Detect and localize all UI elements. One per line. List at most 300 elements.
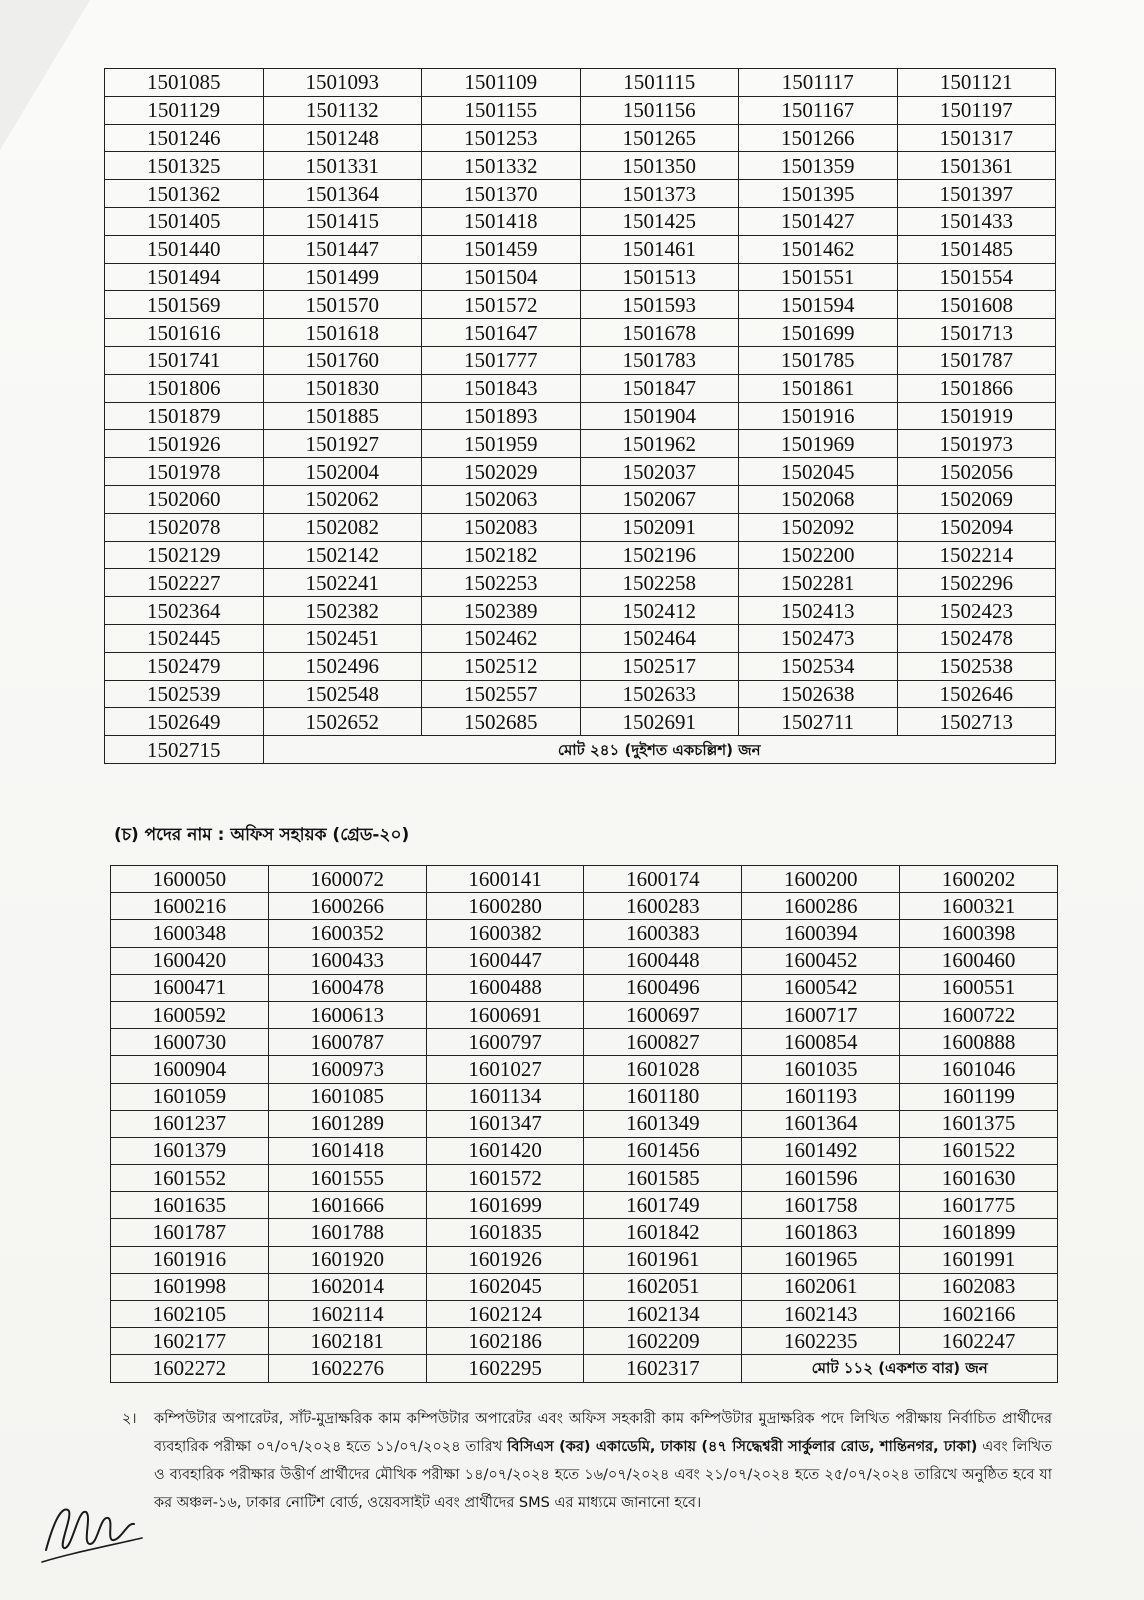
roll-number-cell: 1501879 <box>105 402 264 430</box>
roll-number-cell: 1502068 <box>739 485 898 513</box>
roll-number-cell: 1501806 <box>105 374 264 402</box>
roll-number-cell: 1501129 <box>105 96 264 124</box>
roll-number-cell: 1502382 <box>263 597 422 625</box>
roll-number-cell: 1502200 <box>739 541 898 569</box>
roll-number-cell: 1601585 <box>584 1165 742 1192</box>
roll-number-cell: 1602247 <box>900 1328 1058 1355</box>
roll-number-cell: 1502464 <box>580 624 739 652</box>
roll-number-cell: 1501361 <box>897 152 1056 180</box>
roll-number-cell: 1600613 <box>268 1001 426 1028</box>
roll-number-cell: 1602276 <box>268 1355 426 1382</box>
roll-number-cell: 1501554 <box>897 263 1056 291</box>
roll-number-cell: 1600174 <box>584 866 742 893</box>
roll-number-cell: 1502056 <box>897 458 1056 486</box>
roll-number-cell: 1601666 <box>268 1192 426 1219</box>
roll-number-cell: 1501504 <box>422 263 581 291</box>
roll-number-cell: 1502029 <box>422 458 581 486</box>
roll-number-cell: 1601749 <box>584 1192 742 1219</box>
roll-number-cell: 1602124 <box>426 1301 584 1328</box>
roll-number-cell: 1502711 <box>739 708 898 736</box>
roll-number-cell: 1501265 <box>580 124 739 152</box>
table-row <box>105 69 1056 97</box>
table-row <box>111 1246 1058 1273</box>
roll-number-cell: 1501593 <box>580 291 739 319</box>
roll-number-cell: 1501777 <box>422 346 581 374</box>
roll-number-cell: 1602083 <box>900 1273 1058 1300</box>
roll-number-cell: 1501362 <box>105 180 264 208</box>
roll-number-cell: 1601028 <box>584 1056 742 1083</box>
roll-number-cell: 1601193 <box>742 1083 900 1110</box>
table-row <box>105 652 1056 680</box>
roll-number-cell: 1601998 <box>111 1273 269 1300</box>
roll-number-cell: 1501109 <box>422 69 581 97</box>
roll-number-cell: 1502451 <box>263 624 422 652</box>
roll-number-cell: 1501415 <box>263 207 422 235</box>
roll-number-cell: 1602272 <box>111 1355 269 1382</box>
roll-number-cell: 1501927 <box>263 430 422 458</box>
table-row-total <box>105 736 1056 764</box>
roll-number-cell: 1501594 <box>739 291 898 319</box>
roll-number-cell: 1501317 <box>897 124 1056 152</box>
table-row <box>105 207 1056 235</box>
roll-number-cell: 1501785 <box>739 346 898 374</box>
roll-number-cell: 1502638 <box>739 680 898 708</box>
roll-number-cell: 1601788 <box>268 1219 426 1246</box>
roll-number-cell: 1601635 <box>111 1192 269 1219</box>
table-row <box>105 624 1056 652</box>
table-row <box>105 597 1056 625</box>
roll-number-cell: 1501499 <box>263 263 422 291</box>
roll-number-cell: 1601289 <box>268 1110 426 1137</box>
roll-number-cell: 1601555 <box>268 1165 426 1192</box>
table-row <box>105 263 1056 291</box>
roll-number-cell: 1502364 <box>105 597 264 625</box>
table-row <box>105 374 1056 402</box>
roll-number-cell: 1501395 <box>739 180 898 208</box>
roll-number-cell: 1601572 <box>426 1165 584 1192</box>
roll-number-cell: 1501713 <box>897 319 1056 347</box>
roll-number-cell: 1602143 <box>742 1301 900 1328</box>
table-row <box>111 1165 1058 1192</box>
roll-number-cell: 1502512 <box>422 652 581 680</box>
roll-number-cell: 1600202 <box>900 866 1058 893</box>
roll-number-cell: 1600542 <box>742 974 900 1001</box>
roll-number-cell: 1501608 <box>897 291 1056 319</box>
table-row <box>111 1219 1058 1246</box>
roll-number-cell: 1502389 <box>422 597 581 625</box>
roll-number-cell: 1501405 <box>105 207 264 235</box>
roll-number-cell: 1602061 <box>742 1273 900 1300</box>
roll-number-cell: 1602105 <box>111 1301 269 1328</box>
roll-number-cell: 1502069 <box>897 485 1056 513</box>
roll-number-cell: 1600797 <box>426 1029 584 1056</box>
roll-number-cell: 1600348 <box>111 920 269 947</box>
roll-number-cell: 1502196 <box>580 541 739 569</box>
roll-number-cell: 1602114 <box>268 1301 426 1328</box>
roll-number-cell: 1601364 <box>742 1110 900 1137</box>
roll-number-cell: 1501364 <box>263 180 422 208</box>
roll-number-cell: 1502129 <box>105 541 264 569</box>
roll-number-cell: 1501359 <box>739 152 898 180</box>
roll-number-cell: 1602209 <box>584 1328 742 1355</box>
roll-number-cell: 1502685 <box>422 708 581 736</box>
roll-number-cell: 1601085 <box>268 1083 426 1110</box>
roll-number-cell: 1502062 <box>263 485 422 513</box>
roll-number-cell: 1601375 <box>900 1110 1058 1137</box>
roll-number-cell: 1502214 <box>897 541 1056 569</box>
roll-number-cell: 1501678 <box>580 319 739 347</box>
roll-number-cell: 1502649 <box>105 708 264 736</box>
roll-number-cell: 1501962 <box>580 430 739 458</box>
roll-number-cell: 1501440 <box>105 235 264 263</box>
footer-text-part1: কম্পিউটার অপারেটর, সাঁট-মুদ্রাক্ষরিক কাম কম্পিউটার অপারেটর এবং অফিস সহকারী কাম কম্পিউটার মুদ্রাক্ষরিক পদে লিখিত পরীক্ষায় নির্বাচিত প্রার্থীদের ব্যবহারিক পরীক্ষা ০৭/০৭/২০২৪ হতে ১১/০৭/২০২৪ তারিখ <box>154 1411 1052 1455</box>
roll-number-cell: 1502496 <box>263 652 422 680</box>
roll-number-cell: 1501969 <box>739 430 898 458</box>
roll-number-cell: 1501513 <box>580 263 739 291</box>
page-corner-fold <box>0 0 90 150</box>
roll-number-cell: 1502296 <box>897 569 1056 597</box>
roll-number-cell: 1501866 <box>897 374 1056 402</box>
roll-number-cell: 1600283 <box>584 893 742 920</box>
roll-number-cell: 1600352 <box>268 920 426 947</box>
roll-number-cell: 1501167 <box>739 96 898 124</box>
roll-number-cell: 1602045 <box>426 1273 584 1300</box>
roll-number-cell: 1602186 <box>426 1328 584 1355</box>
roll-number-cell: 1502082 <box>263 513 422 541</box>
roll-number-cell: 1502646 <box>897 680 1056 708</box>
roll-number-cell: 1601835 <box>426 1219 584 1246</box>
roll-number-cell: 1501197 <box>897 96 1056 124</box>
roll-number-cell: 1501121 <box>897 69 1056 97</box>
roll-number-cell: 1501115 <box>580 69 739 97</box>
roll-number-cell: 1501783 <box>580 346 739 374</box>
roll-number-cell: 1502478 <box>897 624 1056 652</box>
roll-number-cell: 1502253 <box>422 569 581 597</box>
roll-number-cell: 1501847 <box>580 374 739 402</box>
roll-number-cell: 1501551 <box>739 263 898 291</box>
footer-body <box>154 1405 1052 1517</box>
roll-number-cell: 1601027 <box>426 1056 584 1083</box>
roll-number-cell: 1602235 <box>742 1328 900 1355</box>
roll-number-cell: 1501885 <box>263 402 422 430</box>
roll-number-cell: 1501959 <box>422 430 581 458</box>
roll-number-cell: 1501570 <box>263 291 422 319</box>
table-row <box>105 96 1056 124</box>
signature-icon <box>38 1488 148 1568</box>
roll-number-cell: 1502473 <box>739 624 898 652</box>
roll-number-cell: 1502060 <box>105 485 264 513</box>
roll-number-cell: 1601899 <box>900 1219 1058 1246</box>
roll-number-cell: 1600488 <box>426 974 584 1001</box>
roll-number-cell: 1601775 <box>900 1192 1058 1219</box>
roll-number-cell: 1502092 <box>739 513 898 541</box>
roll-number-cell: 1601180 <box>584 1083 742 1110</box>
roll-number-cell: 1601961 <box>584 1246 742 1273</box>
roll-number-cell: 1600383 <box>584 920 742 947</box>
roll-number-cell: 1601379 <box>111 1137 269 1164</box>
table-row-total <box>111 1355 1058 1382</box>
roll-number-cell: 1601630 <box>900 1165 1058 1192</box>
roll-number-cell: 1501569 <box>105 291 264 319</box>
roll-number-cell: 1601965 <box>742 1246 900 1273</box>
table-row <box>105 319 1056 347</box>
roll-number-cell: 1601418 <box>268 1137 426 1164</box>
roll-number-cell: 1501893 <box>422 402 581 430</box>
roll-number-cell: 1501331 <box>263 152 422 180</box>
roll-number-cell: 1601842 <box>584 1219 742 1246</box>
table-row <box>111 947 1058 974</box>
roll-number-cell: 1501459 <box>422 235 581 263</box>
roll-number-cell: 1501325 <box>105 152 264 180</box>
roll-number-cell: 1600072 <box>268 866 426 893</box>
roll-number-cell: 1600730 <box>111 1029 269 1056</box>
roll-number-cell: 1600420 <box>111 947 269 974</box>
roll-number-cell: 1502538 <box>897 652 1056 680</box>
roll-number-cell: 1601920 <box>268 1246 426 1273</box>
table-row <box>111 1056 1058 1083</box>
roll-number-cell: 1602014 <box>268 1273 426 1300</box>
section-heading: (চ) পদের নাম : অফিস সহায়ক (গ্রেড-২০) <box>114 825 410 845</box>
roll-number-cell: 1501433 <box>897 207 1056 235</box>
roll-number-cell: 1501373 <box>580 180 739 208</box>
table-row <box>105 124 1056 152</box>
table-row <box>111 866 1058 893</box>
roll-number-cell: 1501462 <box>739 235 898 263</box>
table-row <box>105 430 1056 458</box>
table-row <box>105 402 1056 430</box>
roll-number-cell: 1501572 <box>422 291 581 319</box>
roll-number-cell: 1502557 <box>422 680 581 708</box>
roll-number-cell: 1502462 <box>422 624 581 652</box>
roll-number-cell: 1602295 <box>426 1355 584 1382</box>
footer-number: ২। <box>122 1411 137 1427</box>
roll-number-cell: 1600551 <box>900 974 1058 1001</box>
roll-number-cell: 1501370 <box>422 180 581 208</box>
total-count-cell: মোট ২৪১ (দুইশত একচল্লিশ) জন <box>263 736 1056 764</box>
roll-number-cell: 1501397 <box>897 180 1056 208</box>
table-row <box>111 1301 1058 1328</box>
table-row <box>111 1029 1058 1056</box>
roll-number-cell: 1600888 <box>900 1029 1058 1056</box>
roll-number-cell: 1502412 <box>580 597 739 625</box>
roll-number-cell: 1502445 <box>105 624 264 652</box>
roll-number-cell: 1601035 <box>742 1056 900 1083</box>
roll-number-cell: 1600827 <box>584 1029 742 1056</box>
roll-number-cell: 1502004 <box>263 458 422 486</box>
roll-number-cell: 1601420 <box>426 1137 584 1164</box>
roll-number-cell: 1501647 <box>422 319 581 347</box>
roll-number-cell: 1501618 <box>263 319 422 347</box>
roll-number-cell: 1600697 <box>584 1001 742 1028</box>
roll-number-cell: 1502037 <box>580 458 739 486</box>
roll-number-cell: 1502633 <box>580 680 739 708</box>
footer-text-part2: এবং লিখিত ও ব্যবহারিক পরীক্ষার উত্তীর্ণ প্রার্থীদের মৌখিক পরীক্ষা ১৪/০৭/২০২৪ হতে ১৬/০৭/২০২৪ এবং ২১/০৭/২০২৪ হতে ২৫/০৭/২০২৪ তারিখে অনুষ্ঠিত হবে যা কর অঞ্চল-১৬, ঢাকার নোটিশ বোর্ড, ওয়েবসাইট এবং প্রার্থীদের SMS এর মাধ্যমে জানানো হবে। <box>154 1439 1053 1511</box>
table-row <box>111 920 1058 947</box>
roll-number-cell: 1501418 <box>422 207 581 235</box>
roll-number-cell: 1600266 <box>268 893 426 920</box>
roll-number-cell: 1501861 <box>739 374 898 402</box>
roll-number-cell: 1601991 <box>900 1246 1058 1273</box>
table-row <box>105 152 1056 180</box>
footer-note <box>122 1405 1052 1517</box>
table-row <box>111 893 1058 920</box>
roll-number-cell: 1502413 <box>739 597 898 625</box>
roll-number-cell: 1502715 <box>105 736 264 764</box>
roll-number-cell: 1602166 <box>900 1301 1058 1328</box>
roll-number-cell: 1600447 <box>426 947 584 974</box>
roll-number-cell: 1601492 <box>742 1137 900 1164</box>
roll-number-cell: 1502281 <box>739 569 898 597</box>
total-count-cell: মোট ১১২ (একশত বার) জন <box>742 1355 1058 1382</box>
roll-number-cell: 1502652 <box>263 708 422 736</box>
roll-number-cell: 1601596 <box>742 1165 900 1192</box>
table-row <box>105 569 1056 597</box>
roll-number-cell: 1602317 <box>584 1355 742 1382</box>
roll-number-cell: 1502241 <box>263 569 422 597</box>
roll-number-cell: 1501760 <box>263 346 422 374</box>
roll-number-cell: 1601347 <box>426 1110 584 1137</box>
roll-number-cell: 1601758 <box>742 1192 900 1219</box>
table-row <box>105 458 1056 486</box>
roll-number-cell: 1601699 <box>426 1192 584 1219</box>
roll-number-cell: 1502142 <box>263 541 422 569</box>
roll-number-cell: 1502258 <box>580 569 739 597</box>
roll-number-cell: 1501246 <box>105 124 264 152</box>
roll-number-cell: 1600433 <box>268 947 426 974</box>
roll-table-1 <box>104 68 1056 764</box>
roll-number-cell: 1601522 <box>900 1137 1058 1164</box>
roll-number-cell: 1600787 <box>268 1029 426 1056</box>
roll-number-cell: 1600280 <box>426 893 584 920</box>
roll-number-cell: 1600200 <box>742 866 900 893</box>
table-row <box>105 180 1056 208</box>
roll-number-cell: 1601456 <box>584 1137 742 1164</box>
roll-number-cell: 1501427 <box>739 207 898 235</box>
roll-number-cell: 1601916 <box>111 1246 269 1273</box>
roll-number-cell: 1502517 <box>580 652 739 680</box>
roll-number-cell: 1501461 <box>580 235 739 263</box>
roll-number-cell: 1501699 <box>739 319 898 347</box>
roll-number-cell: 1501978 <box>105 458 264 486</box>
roll-number-cell: 1602134 <box>584 1301 742 1328</box>
table-row <box>111 1192 1058 1219</box>
roll-number-cell: 1502548 <box>263 680 422 708</box>
roll-number-cell: 1600321 <box>900 893 1058 920</box>
roll-number-cell: 1600496 <box>584 974 742 1001</box>
roll-number-cell: 1601199 <box>900 1083 1058 1110</box>
roll-number-cell: 1501485 <box>897 235 1056 263</box>
roll-number-cell: 1501350 <box>580 152 739 180</box>
roll-number-cell: 1502539 <box>105 680 264 708</box>
roll-number-cell: 1501741 <box>105 346 264 374</box>
roll-number-cell: 1600691 <box>426 1001 584 1028</box>
roll-number-cell: 1501843 <box>422 374 581 402</box>
roll-number-cell: 1502078 <box>105 513 264 541</box>
roll-number-cell: 1501919 <box>897 402 1056 430</box>
roll-number-cell: 1501093 <box>263 69 422 97</box>
roll-number-cell: 1600394 <box>742 920 900 947</box>
table-row <box>105 235 1056 263</box>
roll-number-cell: 1501085 <box>105 69 264 97</box>
roll-number-cell: 1502691 <box>580 708 739 736</box>
roll-number-cell: 1501830 <box>263 374 422 402</box>
roll-table-2 <box>110 865 1058 1383</box>
roll-number-cell: 1501248 <box>263 124 422 152</box>
roll-number-cell: 1601552 <box>111 1165 269 1192</box>
roll-number-cell: 1501155 <box>422 96 581 124</box>
roll-number-cell: 1502227 <box>105 569 264 597</box>
roll-number-cell: 1501117 <box>739 69 898 97</box>
roll-number-cell: 1601787 <box>111 1219 269 1246</box>
roll-number-cell: 1601863 <box>742 1219 900 1246</box>
roll-number-cell: 1600286 <box>742 893 900 920</box>
roll-number-cell: 1602051 <box>584 1273 742 1300</box>
roll-number-cell: 1502182 <box>422 541 581 569</box>
roll-number-cell: 1501332 <box>422 152 581 180</box>
roll-number-cell: 1502083 <box>422 513 581 541</box>
table-row <box>105 485 1056 513</box>
roll-number-cell: 1501494 <box>105 263 264 291</box>
roll-number-cell: 1502479 <box>105 652 264 680</box>
roll-number-cell: 1502423 <box>897 597 1056 625</box>
roll-number-cell: 1600382 <box>426 920 584 947</box>
roll-number-cell: 1600722 <box>900 1001 1058 1028</box>
table-row <box>111 974 1058 1001</box>
roll-number-cell: 1600973 <box>268 1056 426 1083</box>
roll-number-cell: 1600216 <box>111 893 269 920</box>
table-row <box>111 1328 1058 1355</box>
table-row <box>105 708 1056 736</box>
table-row <box>111 1137 1058 1164</box>
roll-number-cell: 1600460 <box>900 947 1058 974</box>
table-row <box>111 1273 1058 1300</box>
roll-number-cell: 1501973 <box>897 430 1056 458</box>
roll-number-cell: 1501787 <box>897 346 1056 374</box>
roll-number-cell: 1601059 <box>111 1083 269 1110</box>
roll-number-cell: 1600398 <box>900 920 1058 947</box>
roll-number-cell: 1600448 <box>584 947 742 974</box>
roll-number-cell: 1601349 <box>584 1110 742 1137</box>
roll-number-cell: 1501425 <box>580 207 739 235</box>
roll-number-cell: 1502094 <box>897 513 1056 541</box>
table-row <box>111 1001 1058 1028</box>
roll-number-cell: 1600478 <box>268 974 426 1001</box>
roll-number-cell: 1601046 <box>900 1056 1058 1083</box>
table-row <box>111 1110 1058 1137</box>
roll-number-cell: 1502534 <box>739 652 898 680</box>
roll-number-cell: 1501916 <box>739 402 898 430</box>
roll-number-cell: 1600452 <box>742 947 900 974</box>
table-row <box>105 346 1056 374</box>
table-row <box>105 513 1056 541</box>
roll-number-cell: 1600050 <box>111 866 269 893</box>
roll-number-cell: 1502067 <box>580 485 739 513</box>
table-row <box>105 291 1056 319</box>
roll-number-cell: 1502063 <box>422 485 581 513</box>
roll-number-cell: 1600904 <box>111 1056 269 1083</box>
roll-number-cell: 1502045 <box>739 458 898 486</box>
roll-number-cell: 1501156 <box>580 96 739 124</box>
roll-number-cell: 1502091 <box>580 513 739 541</box>
roll-number-cell: 1602177 <box>111 1328 269 1355</box>
roll-number-cell: 1502713 <box>897 708 1056 736</box>
roll-number-cell: 1600141 <box>426 866 584 893</box>
roll-number-cell: 1501926 <box>105 430 264 458</box>
roll-number-cell: 1601134 <box>426 1083 584 1110</box>
roll-number-cell: 1600471 <box>111 974 269 1001</box>
roll-number-cell: 1501132 <box>263 96 422 124</box>
footer-text-bold: বিসিএস (কর) একাডেমি, ঢাকায় (৪৭ সিদ্ধেশ্বরী সার্কুলার রোড, শান্তিনগর, ঢাকা) <box>507 1439 978 1455</box>
